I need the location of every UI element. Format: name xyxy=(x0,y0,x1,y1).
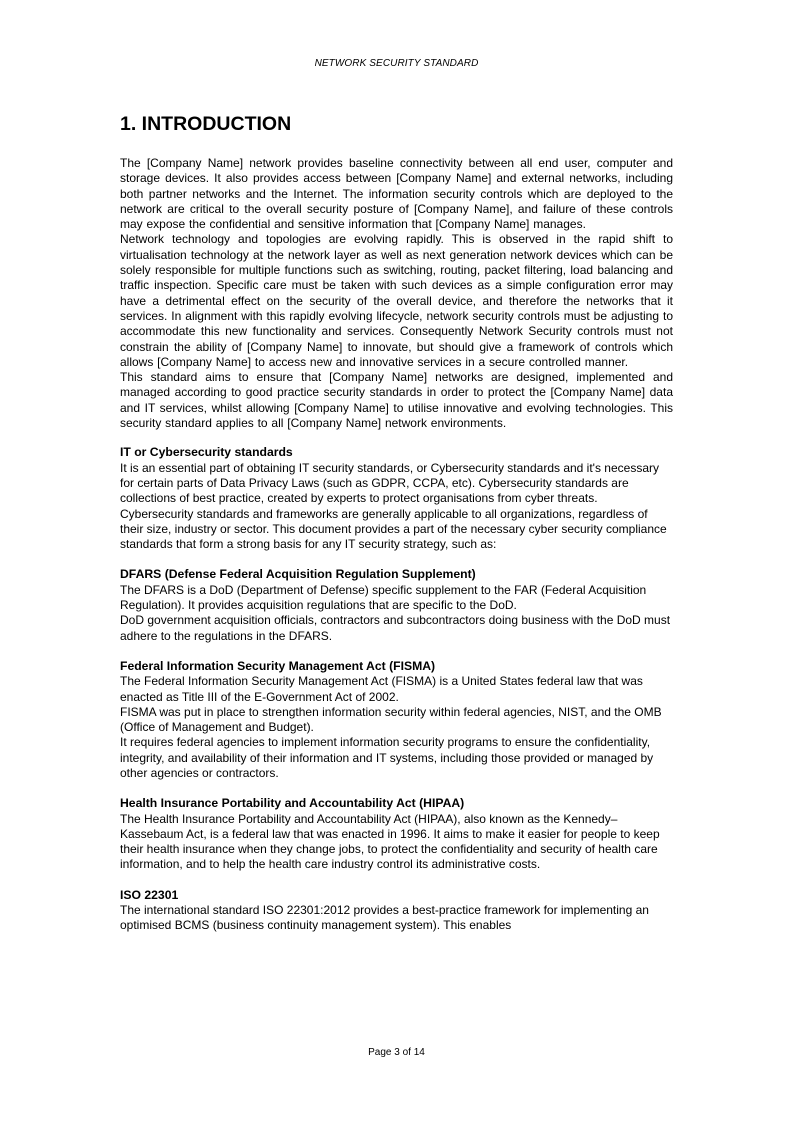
intro-paragraph: The [Company Name] network provides baseline connectivity between all end user, computer and storage devices. It also provides access between [Company Name] and external networks, including both partner networks and the Internet. The information security controls which are deployed to the network are critical to the overall security posture of [Company Name], and failure of these controls may expose the confidential and sensitive information that [Company Name] manages. xyxy=(120,156,673,232)
page-number: Page 3 of 14 xyxy=(368,1047,425,1058)
introduction-text xyxy=(120,156,673,431)
section-heading: Federal Information Security Management Act (FISMA) xyxy=(120,658,436,673)
section-heading: IT or Cybersecurity standards xyxy=(120,445,293,460)
section-dfars xyxy=(120,567,673,643)
section-heading: ISO 22301 xyxy=(120,887,179,902)
intro-paragraph: This standard aims to ensure that [Company Name] networks are designed, implemented and managed according to good practice security standards in order to protect the [Company Name] data and IT services, whilst allowing [Company Name] to utilise innovative and evolving technologies. This security standard applies to all [Company Name] network environments. xyxy=(120,370,673,431)
section-heading: DFARS (Defense Federal Acquisition Regulation Supplement) xyxy=(120,567,476,582)
section-heading: Health Insurance Portability and Accountability Act (HIPAA) xyxy=(120,796,465,811)
section-hipaa xyxy=(120,796,673,872)
section-paragraph: The Health Insurance Portability and Accountability Act (HIPAA), also known as the Kennedy–Kassebaum Act, is a federal law that was enacted in 1996. It aims to make it easier for people to keep their health insurance when they change jobs, to protect the confidentiality and security of health care information, and to help the health care industry control its administrative costs. xyxy=(120,811,660,872)
document-body xyxy=(120,112,673,949)
section-paragraph: DoD government acquisition officials, contractors and subcontractors doing business with the DoD must adhere to the regulations in the DFARS. xyxy=(120,613,671,643)
page-title: 1. INTRODUCTION xyxy=(120,113,292,135)
section-paragraph: The Federal Information Security Management Act (FISMA) is a United States federal law that was enacted as Title III of the E-Government Act of 2002. xyxy=(120,674,643,704)
section-paragraph: FISMA was put in place to strengthen information security within federal agencies, NIST, and the OMB (Office of Management and Budget). xyxy=(120,704,662,735)
running-header: NETWORK SECURITY STANDARD xyxy=(314,58,479,69)
section-paragraph: The DFARS is a DoD (Department of Defense) specific supplement to the FAR (Federal Acquisition Regulation). It provides acquisition regulations that are specific to the DoD. xyxy=(120,582,647,613)
intro-paragraph: Network technology and topologies are evolving rapidly. This is observed in the rapid shift to virtualisation technology at the network layer as well as next generation network devices which can be solely responsible for multiple functions such as switching, routing, packet filtering, load balancing and traffic inspection. Specific care must be taken with such devices as a simple configuration error may have a detrimental effect on the security of the overall device, and therefore the networks that it services. In alignment with this rapidly evolving lifecycle, network security controls must be adjusting to accommodate this new functionality and services. Consequently Network Security controls must not constrain the ability of [Company Name] to innovate, but should give a framework of controls which allows [Company Name] to access new and innovative services in a secure controlled manner. xyxy=(120,232,673,369)
section-paragraph: It is an essential part of obtaining IT security standards, or Cybersecurity standards and it's necessary for certain parts of Data Privacy Laws (such as GDPR, CCPA, etc). Cybersecurity standards are collections of best practice, created by experts to protect organisations from cyber threats. Cybersecurity standards and frameworks are generally applicable to all organizations, regardless of their size, industry or sector. This document provides a part of the necessary cyber security compliance standards that form a strong basis for any IT security strategy, such as: xyxy=(120,460,667,552)
section-fisma xyxy=(120,659,673,781)
section-paragraph: It requires federal agencies to implement information security programs to ensure the confidentiality, integrity, and availability of their information and IT systems, including those provided or managed by other agencies or contractors. xyxy=(120,735,654,780)
section-iso-22301 xyxy=(120,888,673,934)
section-paragraph: The international standard ISO 22301:2012 provides a best-practice framework for implementing an optimised BCMS (business continuity management system). This enables xyxy=(120,903,649,933)
section-it-cybersecurity-standards xyxy=(120,445,673,552)
